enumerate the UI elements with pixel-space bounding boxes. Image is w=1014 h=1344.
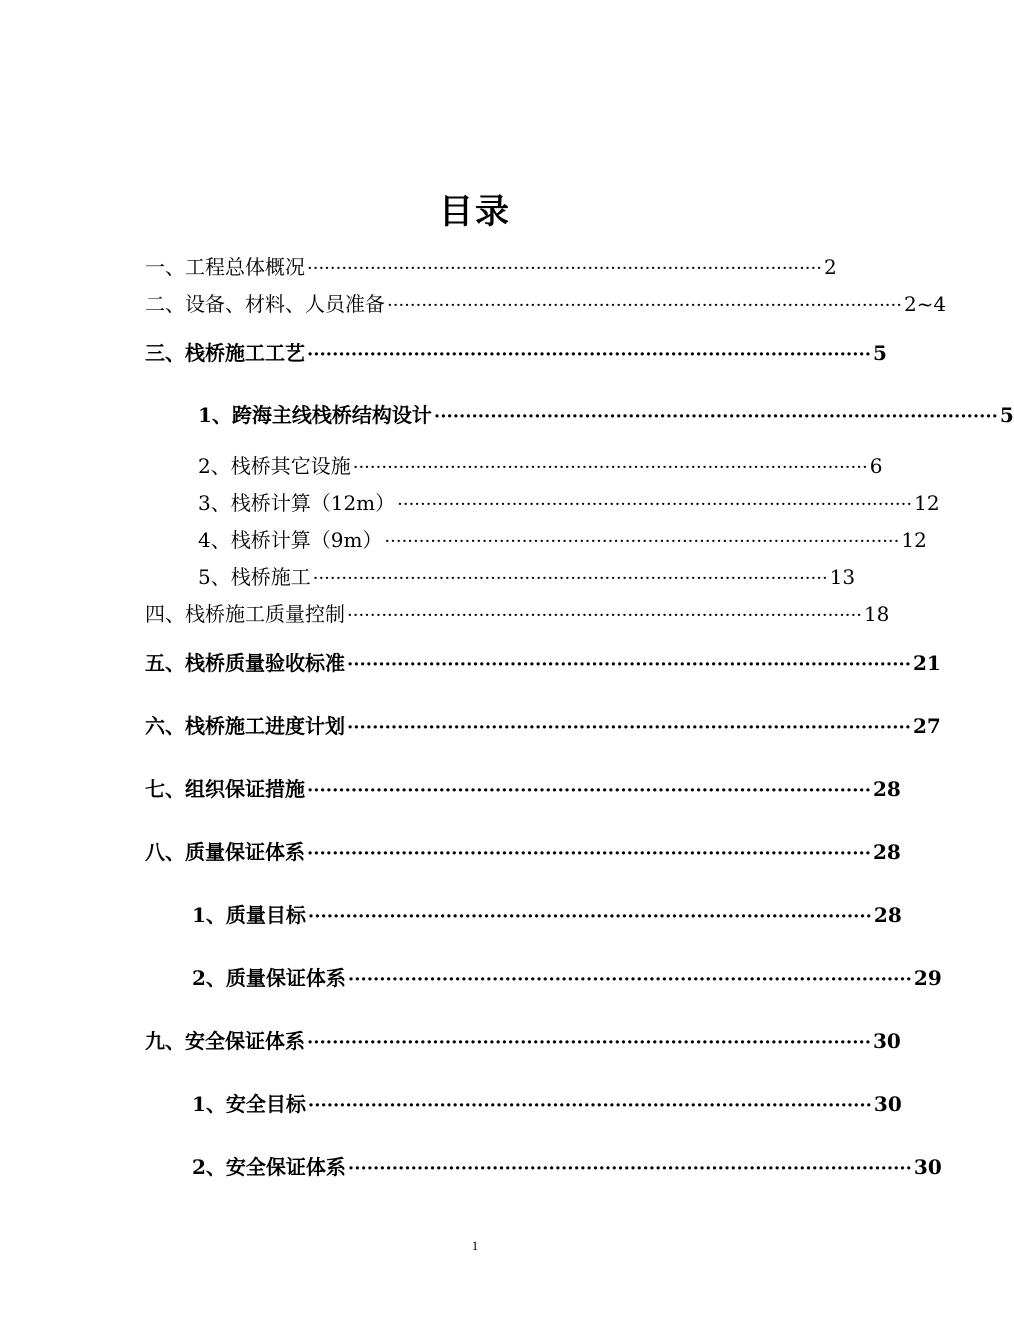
toc-entry-page: 5 xyxy=(873,341,887,365)
toc-leader-dots: ·························································································· xyxy=(307,780,871,801)
toc-leader-dots: ·························································································· xyxy=(307,1095,872,1116)
toc-leader-dots: ·························································································· xyxy=(352,457,868,478)
toc-entry-label: 七、组织保证措施 xyxy=(145,777,305,801)
toc-entry-label: 2、栈桥其它设施 xyxy=(198,454,351,478)
toc-entry-label: 1、跨海主线栈桥结构设计 xyxy=(198,403,432,427)
toc-leader-dots: ·························································································· xyxy=(387,295,902,316)
toc-leader-dots: ·························································································· xyxy=(347,605,862,626)
toc-entry-14 xyxy=(192,900,902,930)
toc-entry-12 xyxy=(145,774,901,804)
toc-entry-page: 5 xyxy=(999,403,1014,427)
toc-entry-label: 5、栈桥施工 xyxy=(198,565,311,589)
toc-entry-page: 28 xyxy=(873,903,902,927)
toc-leader-dots: ·························································································· xyxy=(397,494,913,515)
toc-leader-dots: ·························································································· xyxy=(347,654,911,675)
toc-entry-label: 一、工程总体概况 xyxy=(145,255,305,279)
page-number: 1 xyxy=(471,1238,479,1253)
toc-entry-label: 九、安全保证体系 xyxy=(145,1029,305,1053)
toc-entry-6 xyxy=(198,488,940,518)
toc-entry-10 xyxy=(145,648,941,678)
toc-entry-2 xyxy=(145,289,947,319)
toc-entry-label: 五、栈桥质量验收标准 xyxy=(145,651,345,675)
toc-entry-label: 4、栈桥计算（9m） xyxy=(198,528,383,552)
toc-entry-label: 六、栈桥施工进度计划 xyxy=(145,714,345,738)
toc-entry-17 xyxy=(192,1089,902,1119)
toc-leader-dots: ·························································································· xyxy=(307,1032,871,1053)
toc-entry-page: 29 xyxy=(913,966,942,990)
toc-leader-dots: ·························································································· xyxy=(347,1158,912,1179)
toc-entry-15 xyxy=(192,963,942,993)
toc-entry-4 xyxy=(198,400,1014,430)
toc-entry-1 xyxy=(145,252,837,282)
toc-entry-page: 6 xyxy=(869,454,883,478)
toc-entry-18 xyxy=(192,1152,942,1182)
toc-entry-page: 12 xyxy=(914,491,940,515)
toc-leader-dots: ·························································································· xyxy=(384,531,900,552)
toc-entry-7 xyxy=(198,525,927,555)
toc-entry-label: 1、安全目标 xyxy=(192,1092,306,1116)
toc-entry-label: 二、设备、材料、人员准备 xyxy=(145,292,385,316)
toc-entry-8 xyxy=(198,562,856,592)
toc-entry-page: 18 xyxy=(863,602,890,626)
toc-entry-page: 21 xyxy=(913,651,941,675)
toc-entry-label: 1、质量目标 xyxy=(192,903,306,927)
toc-entry-label: 八、质量保证体系 xyxy=(145,840,305,864)
toc-leader-dots: ·························································································· xyxy=(307,906,872,927)
toc-entry-page: 30 xyxy=(873,1092,902,1116)
toc-entry-11 xyxy=(145,711,941,741)
toc-leader-dots: ·························································································· xyxy=(347,969,912,990)
toc-entry-page: 13 xyxy=(829,565,856,589)
toc-leader-dots: ·························································································· xyxy=(433,406,998,427)
toc-entry-page: 27 xyxy=(913,714,941,738)
toc-entry-page: 2 xyxy=(823,255,837,279)
toc-leader-dots: ·························································································· xyxy=(347,717,911,738)
toc-entry-label: 2、安全保证体系 xyxy=(192,1155,346,1179)
toc-entry-label: 四、栈桥施工质量控制 xyxy=(145,602,345,626)
toc-entry-page: 12 xyxy=(901,528,927,552)
toc-entry-13 xyxy=(145,837,901,867)
toc-title: 目录 xyxy=(439,192,511,232)
toc-entry-page: 28 xyxy=(873,840,901,864)
toc-entry-5 xyxy=(198,451,883,481)
toc-entry-page: 30 xyxy=(873,1029,901,1053)
toc-leader-dots: ·························································································· xyxy=(307,258,822,279)
toc-leader-dots: ·························································································· xyxy=(312,568,828,589)
toc-leader-dots: ·························································································· xyxy=(307,344,871,365)
toc-entry-3 xyxy=(145,338,887,368)
toc-entry-page: 30 xyxy=(913,1155,942,1179)
toc-entry-label: 三、栈桥施工工艺 xyxy=(145,341,305,365)
toc-entry-9 xyxy=(145,599,890,629)
toc-entry-16 xyxy=(145,1026,901,1056)
toc-leader-dots: ·························································································· xyxy=(307,843,871,864)
toc-entry-page: 28 xyxy=(873,777,901,801)
toc-entry-label: 2、质量保证体系 xyxy=(192,966,346,990)
toc-entry-page: 2~4 xyxy=(903,292,947,316)
toc-entry-label: 3、栈桥计算（12m） xyxy=(198,491,396,515)
